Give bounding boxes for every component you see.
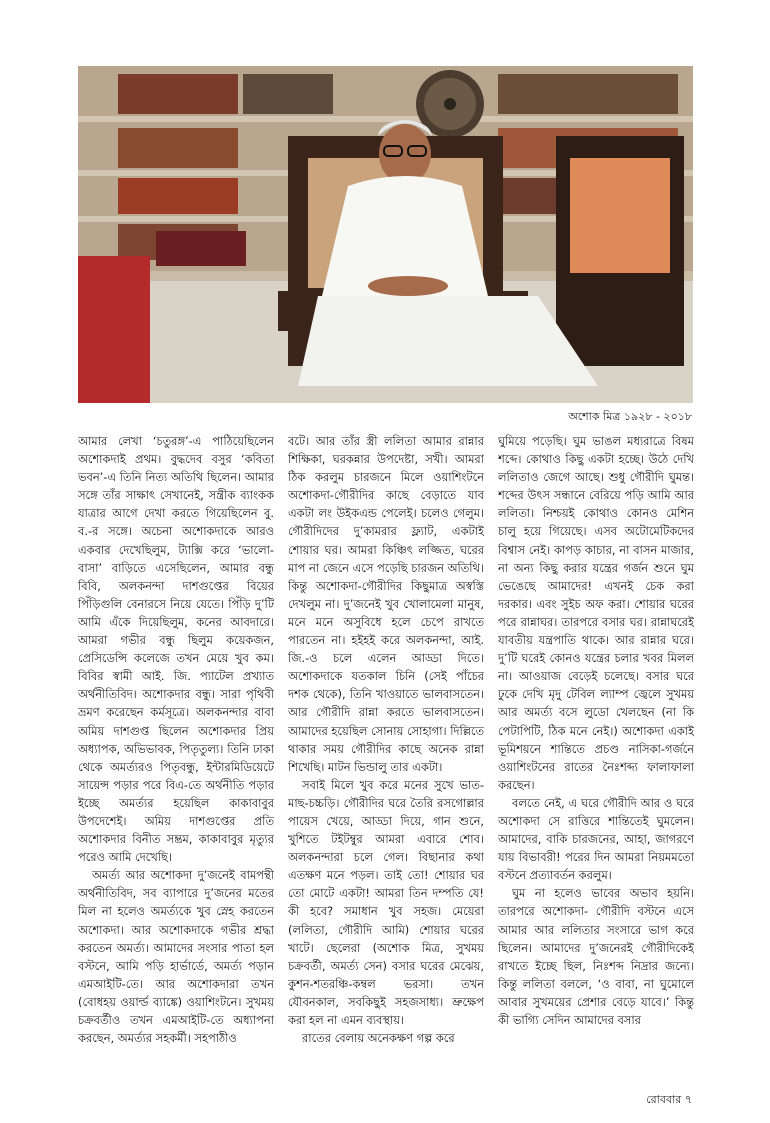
paragraph: আমার লেখা ‘চতুরঙ্গ’-এ পাঠিয়েছিলেন অশোকদাই প্রথম। বুদ্ধদেব বসুর ‘কবিতা ভবন’-এ তিনি নিত্য অতিথি ছিলেন। আমার সঙ্গে তাঁর সাক্ষাৎ সেখানেই, সন্ত্রীক ব্যাংকক যাত্রার আগে দেখা করতে গিয়েছিলেন বু. ব.-র সঙ্গে। অচেনা অশোকদাকে আরও একবার দেখেছিলুম, ট্যাক্সি করে ‘ভালো-বাসা’ বাড়িতে এসেছিলেন, আমার বন্ধু বিবি, অলকনন্দা দাশগুপ্তের বিয়ের পিঁড়িগুলি বেনারসে নিয়ে যেতে। পিঁড়ি দু’টি আমি এঁকে দিয়েছিলুম, কনের আবদারে। আমরা গভীর বন্ধু ছিলুম কয়েকজন, প্রেসিডেন্সি কলেজে তখন মেয়ে খুব কম। বিবির স্বামী আই. জি. প্যাটেল প্রখ্যাত অর্থনীতিবিদ। অশোকদার বন্ধু। সারা পৃথিবী ভ্রমণ করেছেন কর্মসূত্রে। অলকনন্দার বাবা অমিয় দাশগুপ্ত ছিলেন অশোকদার প্রিয় অধ্যাপক, অভিভাবক, পিতৃতুল্য। তিনি ঢাকা থেকে অমর্ত্যরও পিতৃবন্ধু, ইন্টারমিডিয়েটে সায়েন্স পড়ার পরে বিএ-তে অর্থনীতি পড়ার ইচ্ছে অমর্ত্যর হয়েছিল কাকাবাবুর উপদেশেই। অমিয় দাশগুপ্তের প্রতি অশোকদার বিনীত সম্ভ্রম, কাকাবাবুর মৃত্যুর পরেও আমি দেখেছি। <box>78 434 274 865</box>
page-folio: রোববার ৭ <box>646 1093 692 1106</box>
column-3 <box>498 432 694 1072</box>
portrait-photo <box>78 66 693 403</box>
paragraph: বলতে নেই, এ ঘরে গৌরীদি আর ও ঘরে অশোকদা সে রাত্তিরে শান্তিতেই ঘুমলেন। আমাদের, বাকি চারজনের, আহা, জাগরণে যায় বিভাবরী! পরের দিন আমরা নিয়মমতো বস্টনে প্রত্যাবর্তন করলুম। <box>498 795 694 883</box>
paragraph: অমর্ত্য আর অশোকদা দু’জনেই বামপন্থী অর্থনীতিবিদ, সব ব্যাপারে দু’জনের মতের মিল না হলেও অমর্ত্যকে খুব স্নেহ করতেন অশোকদা। আর অশোকদাকে গভীর শ্রদ্ধা করতেন অমর্ত্য। আমাদের সংসার পাতা হল বস্টনে, আমি পড়ি হার্ভার্ডে, অমর্ত্য পড়ান এমআইটি-তে। আর অশোকদারা তখন (বোধহয় ওয়ার্ল্ড ব্যাঙ্কে) ওয়াশিংটনে। সুখময় চক্রবর্তীও তখন এমআইটি-তে অধ্যাপনা করছেন, অমর্ত্যর সহকর্মী। সহপাঠীও <box>78 868 274 1046</box>
paragraph: সবাই মিলে খুব করে মনের সুখে ভাত-মাছ-চচ্চড়ি। গৌরীদির ঘরে তৈরি রসগোল্লার পায়েস খেয়ে, আড্ডা দিয়ে, গান শুনে, খুশিতে টইটম্বুর আমরা এবারে শোব। অলকনন্দারা চলে গেল। বিছানার কথা এতক্ষণ মনে পড়ল। তাই তো! শোয়ার ঘর তো মোটে একটা! আমরা তিন দম্পতি যে! কী হবে? সমাধান খুব সহজ। মেয়েরা (ললিতা, গৌরীদি আমি) শোয়ার ঘরের খাটে। ছেলেরা (অশোক মিত্র, সুখময় চক্রবর্তী, অমর্ত্য সেন) বসার ঘরের মেঝেয়, কুশন-শতরঞ্চি-কম্বল ভরসা। তখন যৌবনকাল, সবকিছুই সহজসাধ্য। ভ্রুক্ষেপ করা হল না এমন ব্যবস্থায়। <box>288 777 484 1027</box>
paragraph: ঘুমিয়ে পড়েছি। ঘুম ভাঙল মধ্যরাত্রে বিষম শব্দে। কোথাও কিছু একটা হচ্ছে। উঠে দেখি ললিতাও জেগে আছে। শুধু গৌরীদি ঘুমন্ত। শব্দের উৎস সন্ধানে বেরিয়ে পড়ি আমি আর ললিতা। নিশ্চয়ই কোথাও কোনও মেশিন চালু হয়ে গিয়েছে। এসব অটোমেটিকদের বিশ্বাস নেই। কাপড় কাচার, না বাসন মাজার, না অন্য কিছু করার যন্ত্রের গর্জন শুনে ঘুম ভেঙেছে আমাদের! এখনই চেক করা দরকার। এবং সুইচ অফ করা। শোয়ার ঘরের পরে রান্নাঘর। তারপরে বসার ঘর। রান্নাঘরেই যাবতীয় যন্ত্রপাতি থাকে। আর রান্নার ঘরে। দু’টি ঘরেই কোনও যন্ত্রের চলার খবর মিলল না। আওয়াজ বেড়েই চলেছে। বসার ঘরে ঢুকে দেখি মৃদু টেবিল ল্যাম্প জ্বেলে সুখময় আর অমর্ত্য বসে লুডো খেলছেন (না কি পেটাপিটি, ঠিক মনে নেই।) অশোকদা একাই ভূমিশয়নে শান্তিতে প্রচণ্ড নাসিকা-গর্জনে ওয়াশিংটনের রাতের নৈঃশব্দ্য ফালাফালা করছেন। <box>498 434 694 792</box>
paragraph: বটে। আর তাঁর স্ত্রী ললিতা আমার রান্নার শিক্ষিকা, ঘরকন্নার উপদেষ্টা, সখী। আমরা ঠিক করলুম চারজনে মিলে ওয়াশিংটনে অশোকদা-গৌরীদির কাছে বেড়াতে যাব একটা লং উইকএন্ড পেলেই। চলেও গেলুম। গৌরীদিদের দু’কামরার ফ্ল্যাট, একটাই শোয়ার ঘর। আমরা কিঞ্চিৎ লজ্জিত, ঘরের মাপ না জেনে এসে পড়েছি চারজন অতিথি। কিন্তু অশোকদা-গৌরীদির কিছুমাত্র অস্বস্তি দেখলুম না। দু’জনেই খুব খোলামেলা মানুষ, মনে মনে অসুবিধে হলে চেপে রাখতে পারতেন না। হইহই করে অলকনন্দা, আই. জি.-ও চলে এলেন আড্ডা দিতে। অশোকদাকে যতকাল চিনি (সেই পাঁচের দশক থেকে), তিনি খাওয়াতে ভালবাসতেন। আর গৌরীদি রান্না করতে ভালবাসতেন। আমাদের হয়েছিল সোনায় সোহাগা। দিল্লিতে থাকার সময় গৌরীদির কাছে অনেক রান্না শিখেছি। মাটন ভিন্ডালু তার একটা। <box>288 434 484 774</box>
portrait-illustration <box>78 66 693 403</box>
paragraph: রাতের বেলায় অনেকক্ষণ গল্প করে <box>302 1031 455 1046</box>
column-1 <box>78 432 274 1072</box>
paragraph: ঘুম না হলেও ভাবের অভাব হয়নি। তারপরে অশোকদা- গৌরীদি বস্টনে এসে আমার আর ললিতার সংসারে ভাগ করে ছিলেন। আমাদের দু’জনেরই গৌরীদিকেই রাখতে ইচ্ছে ছিল, নিঃশব্দ নিদ্রার জন্যে। কিন্তু ললিতা বললে, ‘ও বাবা, না ঘুমোলে আবার সুখময়ের প্রেশার বেড়ে যাবে।’ কিন্তু কী ভাগ্যি সেদিন আমাদের বসার <box>498 886 694 1027</box>
column-2 <box>288 432 484 1072</box>
article-body <box>78 432 694 1072</box>
photo-caption: অশোক মিত্র ১৯২৮ - ২০১৮ <box>568 410 692 423</box>
